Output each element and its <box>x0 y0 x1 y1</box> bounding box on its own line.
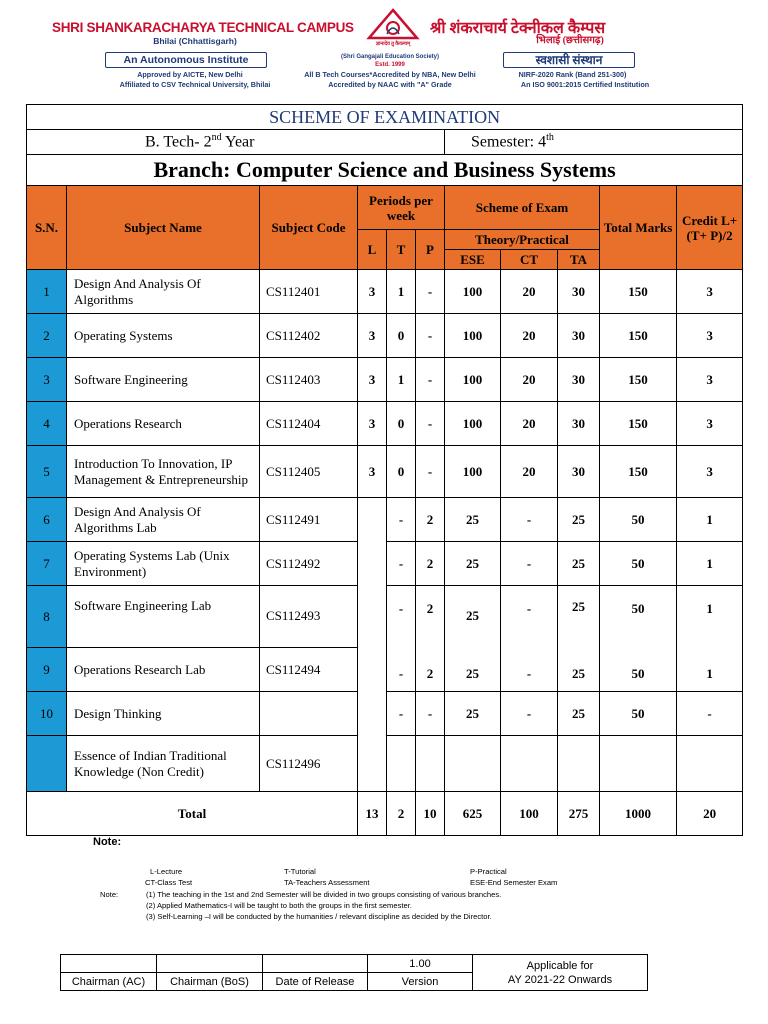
row-credit: 3 <box>677 270 743 314</box>
row-subject-name: Operating Systems <box>67 314 260 358</box>
table-row <box>27 586 743 648</box>
row-ta: 30 <box>558 446 600 498</box>
row-credit: 3 <box>677 402 743 446</box>
row-ct: - <box>501 586 558 648</box>
row-ct: 20 <box>501 314 558 358</box>
city-en: Bhilai (Chhattisgarh) <box>153 36 237 46</box>
row-t: 0 <box>387 446 416 498</box>
col-t: T <box>387 230 416 270</box>
year-cell <box>27 130 445 155</box>
row-l <box>358 586 387 648</box>
row-subject-name: Design And Analysis Of Algorithms Lab <box>67 498 260 542</box>
row-total: 50 <box>600 542 677 586</box>
affiliated-text: Affiliated to CSV Technical University, Bhilai <box>119 80 271 89</box>
row-credit <box>677 736 743 792</box>
row-sn: 8 <box>27 586 67 648</box>
version-value: 1.00 <box>368 955 473 973</box>
total-ta: 275 <box>558 792 600 836</box>
row-p: - <box>416 358 445 402</box>
semester-prefix: Semester: 4 <box>471 133 547 151</box>
col-total-marks: Total Marks <box>600 186 677 270</box>
row-sn: 5 <box>27 446 67 498</box>
applicable-line-1: Applicable for <box>526 959 594 972</box>
row-ct: - <box>501 542 558 586</box>
nirf-text: NIRF-2020 Rank (Band 251-300) <box>518 70 627 79</box>
date-release-label: Date of Release <box>263 973 368 991</box>
approved-text: Approved by AICTE, New Delhi <box>137 70 243 79</box>
row-sn: 9 <box>27 648 67 692</box>
row-subject-code: CS112494 <box>260 648 358 692</box>
row-credit: 1 <box>677 586 743 648</box>
row-p <box>416 736 445 792</box>
row-ta: 25 <box>558 542 600 586</box>
row-subject-name: Essence of Indian Traditional Knowledge (Non Credit) <box>67 736 260 792</box>
row-sn: 4 <box>27 402 67 446</box>
row-subject-code: CS112404 <box>260 402 358 446</box>
row-l <box>358 498 387 542</box>
note-1: (1) The teaching in the 1st and 2nd Semester will be divided in two groups consisting of various branches. <box>146 890 502 899</box>
row-total: 50 <box>600 498 677 542</box>
row-ese <box>445 736 501 792</box>
row-subject-code: CS112403 <box>260 358 358 402</box>
row-l <box>358 692 387 736</box>
row-sn: 3 <box>27 358 67 402</box>
scheme-title: SCHEME OF EXAMINATION <box>27 105 743 130</box>
col-sn: S.N. <box>27 186 67 270</box>
col-ct: CT <box>501 250 558 270</box>
campus-name-hi: श्री शंकराचार्य टेक्नीकल कैम्पस <box>430 20 606 37</box>
row-sn: 6 <box>27 498 67 542</box>
row-total: 150 <box>600 314 677 358</box>
total-label: Total <box>27 792 358 836</box>
total-p: 10 <box>416 792 445 836</box>
autonomous-label-en: An Autonomous Institute <box>105 52 267 68</box>
row-credit: 1 <box>677 542 743 586</box>
table-row <box>27 542 743 586</box>
estd-text: Estd. 1999 <box>375 62 405 68</box>
row-ta: 25 <box>558 648 600 692</box>
branch-title: Branch: Computer Science and Business Systems <box>27 155 743 186</box>
row-ese: 100 <box>445 314 501 358</box>
row-ese: 25 <box>445 692 501 736</box>
row-p: - <box>416 692 445 736</box>
release-table <box>60 954 648 991</box>
institute-logo <box>365 8 421 50</box>
row-subject-code: CS112493 <box>260 586 358 648</box>
nba-text: All B Tech Courses*Accredited by NBA, New Delhi <box>304 70 476 79</box>
row-t <box>387 736 416 792</box>
row-total: 50 <box>600 648 677 692</box>
row-ese: 25 <box>445 648 501 692</box>
row-ta: 30 <box>558 314 600 358</box>
row-ta <box>558 736 600 792</box>
row-subject-code: CS112402 <box>260 314 358 358</box>
semester-cell <box>445 130 743 155</box>
row-ta: 25 <box>558 692 600 736</box>
row-t: 0 <box>387 402 416 446</box>
row-ese: 25 <box>445 498 501 542</box>
col-theory-practical: Theory/Practical <box>445 230 600 250</box>
table-row <box>27 498 743 542</box>
row-subject-code: CS112491 <box>260 498 358 542</box>
col-periods: Periods per week <box>358 186 445 230</box>
legend-l: L-Lecture <box>150 867 183 876</box>
row-t: - <box>387 692 416 736</box>
notes-heading: Note: <box>93 836 122 848</box>
col-subject-name: Subject Name <box>67 186 260 270</box>
row-l <box>358 736 387 792</box>
table-row <box>27 358 743 402</box>
total-l: 13 <box>358 792 387 836</box>
table-row <box>27 736 743 792</box>
table-row <box>27 446 743 498</box>
row-total: 150 <box>600 270 677 314</box>
row-ta: 30 <box>558 270 600 314</box>
logo-motto: ज्ञानादेव तु कैवल्यम् <box>375 42 411 47</box>
chairman-bos-label: Chairman (BoS) <box>157 973 263 991</box>
table-row <box>27 270 743 314</box>
row-sn <box>27 736 67 792</box>
legend-ct: CT-Class Test <box>145 878 193 887</box>
row-subject-name: Software Engineering Lab <box>67 586 260 648</box>
row-p: - <box>416 446 445 498</box>
col-scheme-exam: Scheme of Exam <box>445 186 600 230</box>
row-subject-name: Design And Analysis Of Algorithms <box>67 270 260 314</box>
year-sup: nd <box>211 132 222 144</box>
year-prefix: B. Tech- 2 <box>145 133 212 151</box>
row-l <box>358 542 387 586</box>
row-ct: 20 <box>501 402 558 446</box>
col-ta: TA <box>558 250 600 270</box>
row-ct <box>501 736 558 792</box>
row-credit: 3 <box>677 314 743 358</box>
row-l: 3 <box>358 446 387 498</box>
row-subject-name: Introduction To Innovation, IP Management & Entrepreneurship <box>67 446 260 498</box>
row-t: - <box>387 586 416 648</box>
naac-text: Accredited by NAAC with "A" Grade <box>328 80 452 89</box>
iso-text: An ISO 9001:2015 Certified Institution <box>520 80 650 89</box>
row-t: 0 <box>387 314 416 358</box>
col-p: P <box>416 230 445 270</box>
row-l: 3 <box>358 402 387 446</box>
row-sn: 10 <box>27 692 67 736</box>
row-ct: - <box>501 648 558 692</box>
row-ct: 20 <box>501 270 558 314</box>
row-t: 1 <box>387 358 416 402</box>
row-sn: 7 <box>27 542 67 586</box>
row-total: 50 <box>600 586 677 648</box>
row-l <box>358 648 387 692</box>
total-ct: 100 <box>501 792 558 836</box>
col-ese: ESE <box>445 250 501 270</box>
row-ese: 100 <box>445 358 501 402</box>
row-t: - <box>387 498 416 542</box>
row-ese: 25 <box>445 542 501 586</box>
row-ese: 100 <box>445 270 501 314</box>
row-t: 1 <box>387 270 416 314</box>
row-ese: 100 <box>445 446 501 498</box>
row-p: - <box>416 314 445 358</box>
row-total <box>600 736 677 792</box>
row-sn: 1 <box>27 270 67 314</box>
row-ct: - <box>501 692 558 736</box>
row-total: 150 <box>600 446 677 498</box>
total-marks: 1000 <box>600 792 677 836</box>
city-hi: भिलाई (छत्तीसगढ़) <box>536 35 604 46</box>
row-p: 2 <box>416 498 445 542</box>
row-p: - <box>416 402 445 446</box>
row-p: 2 <box>416 542 445 586</box>
row-subject-name: Design Thinking <box>67 692 260 736</box>
row-credit: 1 <box>677 648 743 692</box>
total-credit: 20 <box>677 792 743 836</box>
row-credit: - <box>677 692 743 736</box>
row-l: 3 <box>358 358 387 402</box>
row-ta: 25 <box>558 498 600 542</box>
row-sn: 2 <box>27 314 67 358</box>
row-subject-name: Operations Research Lab <box>67 648 260 692</box>
row-l: 3 <box>358 270 387 314</box>
legend-ta: TA-Teachers Assessment <box>284 878 370 887</box>
row-ta: 30 <box>558 402 600 446</box>
total-row <box>27 792 743 836</box>
row-subject-code: CS112405 <box>260 446 358 498</box>
row-t: - <box>387 542 416 586</box>
row-subject-name: Software Engineering <box>67 358 260 402</box>
total-t: 2 <box>387 792 416 836</box>
row-subject-name: Operating Systems Lab (Unix Environment) <box>67 542 260 586</box>
row-credit: 3 <box>677 358 743 402</box>
row-ta: 30 <box>558 358 600 402</box>
row-credit: 1 <box>677 498 743 542</box>
chairman-ac-label: Chairman (AC) <box>61 973 157 991</box>
year-suffix: Year <box>221 133 255 151</box>
row-ct: 20 <box>501 358 558 402</box>
note-label: Note: <box>100 890 119 899</box>
col-credit: Credit L+(T+ P)/2 <box>677 186 743 270</box>
row-p: 2 <box>416 586 445 648</box>
table-row <box>27 314 743 358</box>
legend-p: P-Practical <box>470 867 507 876</box>
col-l: L <box>358 230 387 270</box>
row-subject-name: Operations Research <box>67 402 260 446</box>
row-ct: - <box>501 498 558 542</box>
row-ct: 20 <box>501 446 558 498</box>
row-p: 2 <box>416 648 445 692</box>
row-subject-code <box>260 692 358 736</box>
applicable-line-2: AY 2021-22 Onwards <box>507 973 613 986</box>
row-l: 3 <box>358 314 387 358</box>
applicable-cell <box>473 955 648 991</box>
col-subject-code: Subject Code <box>260 186 358 270</box>
campus-name-en: SHRI SHANKARACHARYA TECHNICAL CAMPUS <box>52 20 354 35</box>
row-ese: 25 <box>445 586 501 648</box>
row-total: 150 <box>600 402 677 446</box>
row-credit: 3 <box>677 446 743 498</box>
row-t: - <box>387 648 416 692</box>
autonomous-label-hi: स्वशासी संस्थान <box>503 52 635 68</box>
table-row <box>27 402 743 446</box>
row-subject-code: CS112496 <box>260 736 358 792</box>
row-ese: 100 <box>445 402 501 446</box>
note-2: (2) Applied Mathematics-I will be taught to both the groups in the first semester. <box>146 901 412 910</box>
row-p: - <box>416 270 445 314</box>
row-total: 150 <box>600 358 677 402</box>
total-ese: 625 <box>445 792 501 836</box>
society-text: (Shri Gangajali Education Society) <box>340 54 440 60</box>
row-ta: 25 <box>558 586 600 648</box>
legend-t: T-Tutorial <box>284 867 316 876</box>
legend-ese: ESE-End Semester Exam <box>470 878 558 887</box>
scheme-table <box>26 104 743 836</box>
table-row <box>27 648 743 692</box>
row-total: 50 <box>600 692 677 736</box>
semester-sup: th <box>546 132 554 144</box>
table-row <box>27 692 743 736</box>
version-label: Version <box>368 973 473 991</box>
row-subject-code: CS112401 <box>260 270 358 314</box>
row-subject-code: CS112492 <box>260 542 358 586</box>
note-3: (3) Self-Learning –I will be conducted by the humanities / relevant discipline as decided by the Director. <box>146 912 492 921</box>
